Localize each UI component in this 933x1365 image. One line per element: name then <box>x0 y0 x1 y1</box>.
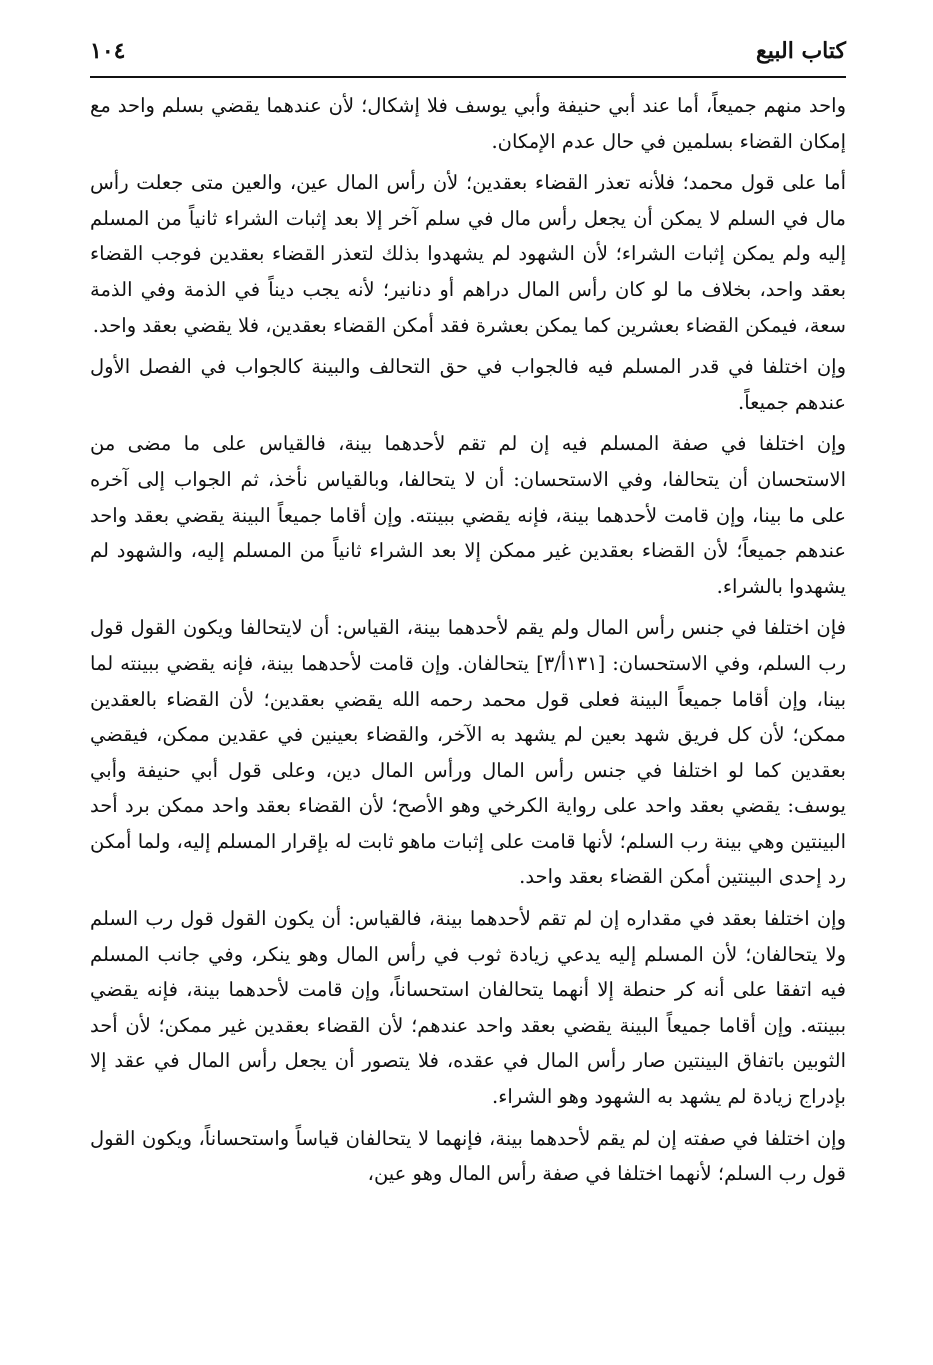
book-title: كتاب البيع <box>756 38 846 64</box>
paragraph: فإن اختلفا في جنس رأس المال ولم يقم لأحدهما بينة، القياس: أن لايتحالفا ويكون القول قول رب السلم، وفي الاستحسان: [١٣١أ/٣] يتحالفان. وإن قامت لأحدهما بينة، فإنه يقضي ببينته لما بينا، وإن أقاما جميعاً البينة فعلى قول محمد رحمه الله يقضي بعقدين؛ لأن القضاء بالعقدين ممكن؛ لأن كل فريق شهد بعين لم يشهد به الآخر، والقضاء بعينين في عقدين ممكن، فيقضي بعقدين كما لو اختلفا في جنس رأس المال ورأس المال دين، وعلى قول أبي حنيفة وأبي يوسف: يقضي بعقد واحد على رواية الكرخي وهو الأصح؛ لأن القضاء بعقد واحد ممكن برد أحد البينتين وهي بينة رب السلم؛ لأنها قامت على إثبات ماهو ثابت له بإقرار المسلم إليه، ولما أمكن رد إحدى البينتين أمكن القضاء بعقد واحد. <box>90 616 846 889</box>
paragraph: وإن اختلفا في قدر المسلم فيه فالجواب في حق التحالف والبينة كالجواب في الفصل الأول عندهم جميعاً. <box>90 355 846 414</box>
running-header <box>90 36 846 78</box>
paragraph: وإن اختلفا في صفته إن لم يقم لأحدهما بينة، فإنهما لا يتحالفان قياساً واستحساناً، ويكون القول قول رب السلم؛ لأنهما اختلفا في صفة رأس المال وهو عين، <box>90 1126 846 1186</box>
paragraph: أما على قول محمد؛ فلأنه تعذر القضاء بعقدين؛ لأن رأس المال عين، والعين متى جعلت رأس مال في السلم لا يمكن أن يجعل رأس مال في سلم آخر إلا بعد إثبات الشراء ثانياً من المسلم إليه ولم يمكن إثبات الشراء؛ لأن الشهود لم يشهدوا بذلك لتعذر القضاء بعقدين فوجب القضاء بعقد واحد، بخلاف ما لو كان رأس المال دراهم أو دنانير؛ لأنه يجب ديناً في الذمة وفي الذمة سعة، فيمكن القضاء بعشرين كما يمكن بعشرة فقد أمكن القضاء بعقدين، فلا يقضي بعقد واحد. <box>90 171 846 337</box>
body-text <box>90 88 846 1192</box>
paragraph: وإن اختلفا بعقد في مقداره إن لم تقم لأحدهما بينة، فالقياس: أن يكون القول قول رب السلم ولا يتحالفان؛ لأن المسلم إليه يدعي زيادة ثوب في رأس المال وهو ينكر، وفي جانب المسلم فيه اتفقا على أنه كر حنطة إلا أنهما يتحالفان استحساناً، وإن قامت لأحدهما بينة، فإنه يقضي ببينته. وإن أقاما جميعاً البينة يقضي بعقد واحد عندهم؛ لأن القضاء بعقدين غير ممكن؛ لأن أحد الثوبين باتفاق البينتين صار رأس المال في عقده، فلا يتصور أن يجعل رأس المال في عقد إلا بإدراج زيادة لم يشهد به الشهود وهو الشراء. <box>90 907 847 1109</box>
page-number: ١٠٤ <box>90 38 126 64</box>
paragraph: واحد منهم جميعاً، أما عند أبي حنيفة وأبي يوسف فلا إشكال؛ لأن عندهما يقضي بسلم واحد مع إمكان القضاء بسلمين في حال عدم الإمكان. <box>90 94 846 153</box>
paragraph: وإن اختلفا في صفة المسلم فيه إن لم تقم لأحدهما بينة، فالقياس على ما مضى من الاستحسان أن يتحالفا، وفي الاستحسان: أن لا يتحالفا، وبالقياس نأخذ، ثم الجواب إلى آخره على ما بينا، وإن قامت لأحدهما بينة، فإنه يقضي ببينته. وإن أقاما جميعاً البينة يقضي بعقد واحد عندهم جميعاً؛ لأن القضاء بعقدين غير ممكن إلا بعد الشراء ثانياً من المسلم إليه، والشهود لم يشهدوا بالشراء. <box>90 432 846 598</box>
book-page <box>90 36 846 1346</box>
